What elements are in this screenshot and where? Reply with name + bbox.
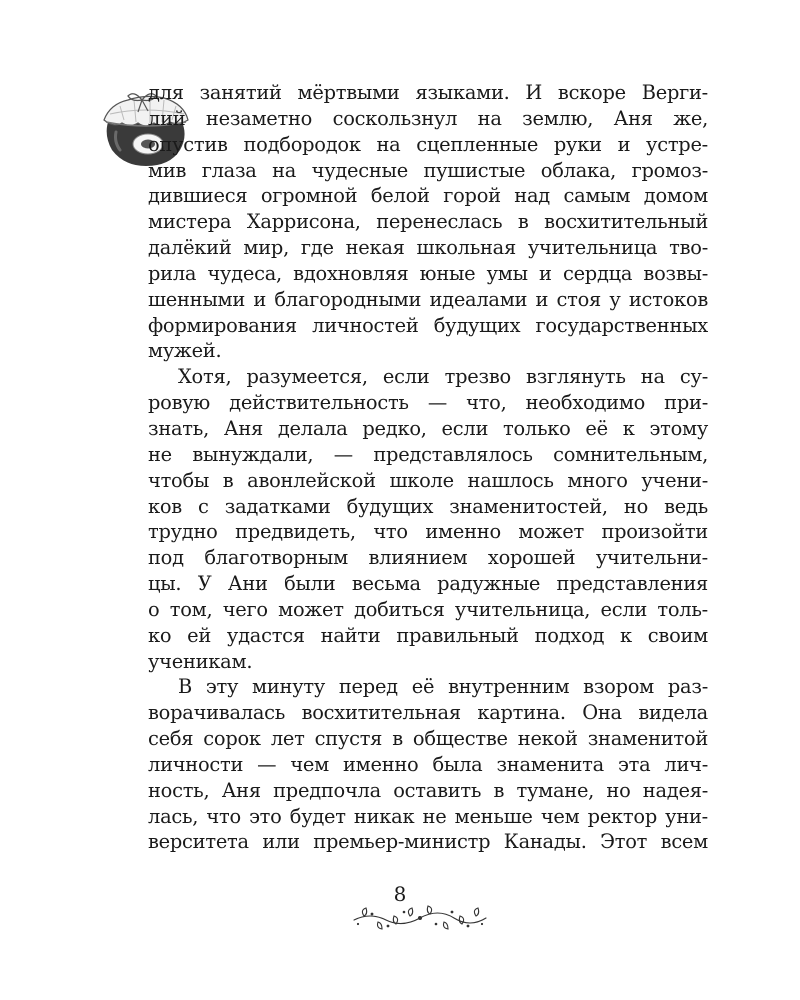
text-line: ность, Аня предпочла оставить в тумане, но надея-: [148, 778, 708, 802]
text-line: мив глаза на чудесные пушистые облака, громоз-: [148, 158, 708, 182]
text-line: ворачивалась восхитительная картина. Она видела: [148, 701, 708, 725]
body-text: [148, 80, 708, 855]
text-line: далёкий мир, где некая школьная учительница тво-: [148, 236, 708, 260]
text-line: для занятий мёртвыми языками. И вскоре Верги-: [148, 81, 708, 104]
text-line: Хотя, разумеется, если трезво взглянуть на су-: [178, 365, 708, 389]
text-line: опустив подбородок на сцепленные руки и устре-: [148, 132, 708, 156]
text-line: ко ей удастся найти правильный подход к своим: [148, 623, 708, 647]
text-line: ровую действительность — что, необходимо при-: [148, 391, 708, 415]
text-line: себя сорок лет спустя в обществе некой знаменитой: [148, 727, 708, 751]
text-line: В эту минуту перед её внутренним взором раз-: [178, 675, 708, 699]
text-line: формирования личностей будущих государственных: [148, 313, 708, 337]
page-number: 8: [393, 882, 407, 906]
text-line: под благотворным влиянием хорошей учительни-: [148, 546, 708, 570]
text-line: шенными и благородными идеалами и стоя у истоков: [148, 287, 708, 311]
text-line: личности — чем именно была знаменита эта лич-: [148, 752, 708, 776]
text-line: дившиеся огромной белой горой над самым домом: [148, 184, 708, 208]
text-line: мистера Харрисона, перенеслась в восхитительный: [148, 210, 708, 234]
text-line: ков с задатками будущих знаменитостей, но ведь: [148, 494, 708, 518]
text-line: не вынуждали, — представлялось сомнительным,: [148, 442, 708, 466]
text-line: о том, чего может добиться учительница, если толь-: [148, 597, 708, 621]
text-line: мужей.: [148, 339, 222, 363]
text-line: ученикам.: [148, 649, 253, 673]
text-line: трудно предвидеть, что именно может произойти: [148, 520, 708, 544]
text-line: цы. У Ани были весьма радужные представления: [148, 572, 708, 596]
text-line: рила чудеса, вдохновляя юные умы и сердца возвы-: [148, 261, 708, 285]
text-line: лий незаметно соскользнул на землю, Аня же,: [148, 106, 708, 130]
text-line: лась, что это будет никак не меньше чем ректор уни-: [148, 804, 708, 828]
floral-ornament-icon: [350, 904, 490, 932]
text-line: чтобы в авонлейской школе нашлось много учени-: [148, 468, 708, 492]
text-line: знать, Аня делала редко, если только её к этому: [148, 416, 708, 440]
text-line: верситета или премьер-министр Канады. Этот всем: [148, 830, 708, 854]
